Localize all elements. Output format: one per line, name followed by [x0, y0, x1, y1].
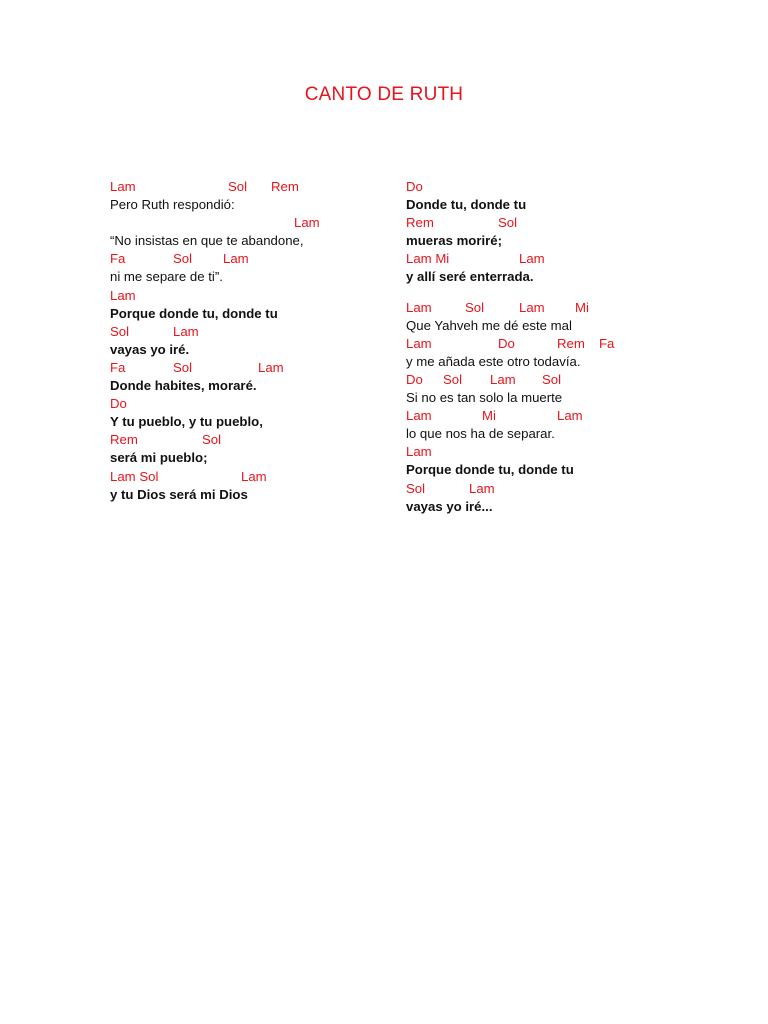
- chord-line: [110, 323, 380, 341]
- lyric-line: será mi pueblo;: [110, 450, 208, 466]
- chord: Lam: [519, 299, 545, 315]
- chord: Rem: [557, 335, 585, 351]
- lyric-line: y allí seré enterrada.: [406, 269, 534, 285]
- chord: Sol: [110, 323, 130, 339]
- stanza-right-2: [406, 299, 656, 516]
- lyric-line: vayas yo iré...: [406, 498, 493, 514]
- chord: Lam Mi: [406, 251, 450, 267]
- lyric-line: Pero Ruth respondió:: [110, 197, 235, 213]
- chord-line: [110, 359, 380, 377]
- chord: Do: [406, 371, 423, 387]
- right-column: [406, 178, 656, 528]
- chord: Lam: [110, 287, 136, 303]
- chord: Do: [406, 179, 423, 194]
- chord: Sol: [443, 371, 463, 387]
- chord-line: [406, 371, 656, 389]
- chord: Sol: [173, 251, 193, 267]
- page-title: CANTO DE RUTH: [304, 84, 464, 105]
- chord: Sol: [173, 359, 193, 375]
- lyric-line: Que Yahveh me dé este mal: [406, 317, 572, 333]
- lyric-line: Porque donde tu, donde tu: [110, 305, 278, 321]
- chord: Lam: [110, 179, 136, 194]
- lyric-line: Donde habites, moraré.: [110, 378, 257, 394]
- chord-line: [110, 287, 380, 305]
- chord: Mi: [575, 299, 589, 315]
- chord-line: [406, 299, 656, 317]
- chord: Lam: [258, 359, 284, 375]
- chord-line: [406, 407, 656, 425]
- chord: Sol: [542, 371, 562, 387]
- chord: Fa: [110, 251, 126, 267]
- chord: Lam: [173, 323, 199, 339]
- lyric-line: mueras moriré;: [406, 233, 503, 249]
- chord: Lam: [241, 468, 267, 484]
- stanza-left: [110, 178, 380, 504]
- chord: Fa: [110, 359, 126, 375]
- chord: Fa: [599, 335, 615, 351]
- lyric-line: “No insistas en que te abandone,: [110, 233, 304, 249]
- chord: Do: [110, 396, 127, 412]
- chord-line: [406, 178, 656, 196]
- chord: Lam: [557, 408, 583, 424]
- chord: Rem: [271, 179, 299, 194]
- chord: Rem: [406, 215, 434, 231]
- chord: Sol: [202, 432, 222, 448]
- chord: Lam: [406, 444, 432, 460]
- chord: Lam: [294, 215, 320, 231]
- chord-line: [406, 443, 656, 461]
- chord-line: [110, 468, 380, 486]
- chord: Sol: [465, 299, 485, 315]
- stanza-right-1: [406, 178, 656, 287]
- chord: Sol: [498, 215, 518, 231]
- lyric-line: vayas yo iré.: [110, 341, 190, 357]
- chord: Do: [498, 335, 515, 351]
- lyric-line: Si no es tan solo la muerte: [406, 390, 563, 406]
- chord-line: [110, 214, 380, 232]
- left-column: [110, 178, 380, 516]
- chord-line: [406, 480, 656, 498]
- chord: Mi: [482, 408, 496, 424]
- lyric-line: Y tu pueblo, y tu pueblo,: [110, 414, 263, 430]
- chord: Lam: [406, 299, 432, 315]
- chord-line: [110, 178, 380, 196]
- lyric-line: lo que nos ha de separar.: [406, 426, 555, 442]
- chord: Lam: [469, 480, 495, 496]
- chord: Lam: [519, 251, 545, 267]
- lyric-line: Donde tu, donde tu: [406, 197, 527, 213]
- chord-line: [110, 431, 380, 449]
- chord: Lam Sol: [110, 468, 159, 484]
- lyric-line: ni me separe de ti”.: [110, 269, 223, 285]
- chord-line: [406, 250, 656, 268]
- chord-line: [406, 335, 656, 353]
- lyric-line: y me añada este otro todavía.: [406, 353, 581, 369]
- chord: Lam: [406, 408, 432, 424]
- chord: Lam: [406, 335, 432, 351]
- chord-line: [406, 214, 656, 232]
- chord: Sol: [406, 480, 426, 496]
- lyric-line: Porque donde tu, donde tu: [406, 462, 574, 478]
- chord-line: [110, 250, 380, 268]
- chord: Sol: [228, 179, 248, 194]
- chord: Rem: [110, 432, 138, 448]
- chord-line: [110, 395, 380, 413]
- chord: Lam: [223, 251, 249, 267]
- lyric-line: y tu Dios será mi Dios: [110, 486, 248, 502]
- chord: Lam: [490, 371, 516, 387]
